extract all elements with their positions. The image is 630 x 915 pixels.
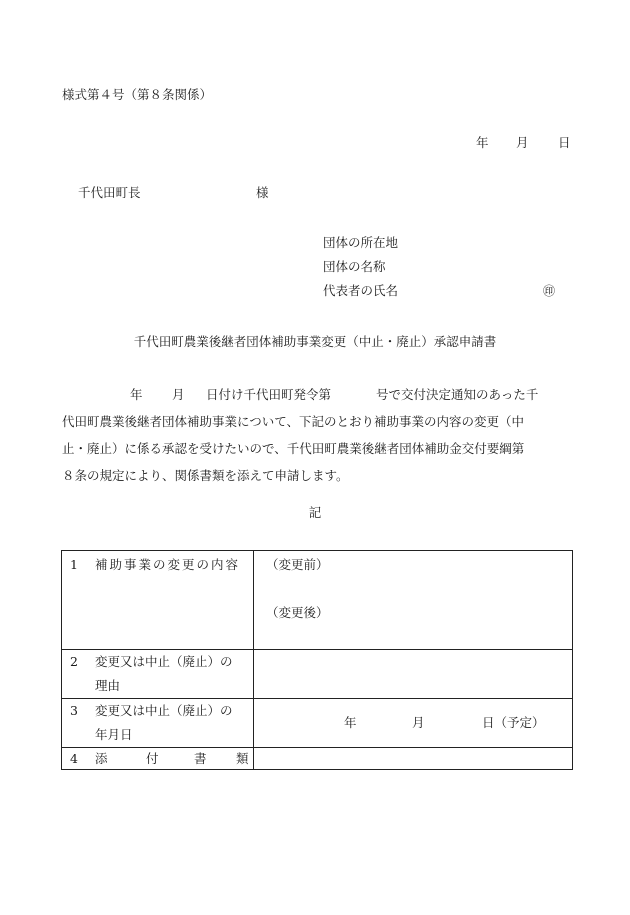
row4-char-1: 添	[95, 751, 108, 766]
row3-number: 3	[70, 703, 78, 718]
body-line1-rest: 号で交付決定通知のあった千	[376, 387, 539, 402]
row4-char-2: 付	[146, 751, 159, 766]
table-row	[62, 748, 573, 770]
row1-label-cell	[62, 551, 254, 650]
application-body	[62, 381, 576, 489]
row3-label-line1: 変更又は中止（廃止）の	[95, 703, 233, 718]
row2-label-cell	[62, 650, 254, 699]
row2-label-line1: 変更又は中止（廃止）の	[95, 654, 233, 669]
change-before-label: （変更前）	[266, 557, 329, 572]
form-number: 様式第４号（第８条関係）	[62, 87, 213, 102]
row3-month-label: 月	[412, 715, 425, 730]
applicant-location-label: 団体の所在地	[323, 235, 399, 250]
row3-day-label: 日（予定）	[482, 715, 545, 730]
table-row	[62, 650, 573, 699]
row1-content-cell[interactable]	[254, 551, 573, 650]
body-year-label: 年	[130, 387, 143, 402]
date-day-label: 日	[558, 135, 571, 150]
row2-number: 2	[70, 654, 78, 669]
row4-char-3: 書	[194, 751, 207, 766]
body-line-1	[62, 381, 576, 408]
date-month-label: 月	[516, 135, 529, 150]
row4-number: 4	[70, 751, 78, 766]
row3-year-label: 年	[344, 715, 357, 730]
applicant-name-label: 団体の名称	[323, 259, 386, 274]
row3-content-cell[interactable]	[254, 699, 573, 748]
ki-heading: 記	[308, 505, 322, 520]
items-table	[61, 550, 573, 770]
change-after-label: （変更後）	[266, 605, 329, 620]
row4-content-cell[interactable]	[254, 748, 573, 770]
body-line-2: 代田町農業後継者団体補助事業について、下記のとおり補助事業の内容の変更（中	[62, 414, 525, 429]
addressee-mayor: 千代田町長	[78, 185, 141, 200]
row4-char-4: 類	[236, 751, 249, 766]
row1-number: 1	[70, 557, 78, 572]
table-row	[62, 551, 573, 650]
table-row	[62, 699, 573, 748]
row4-label-cell	[62, 748, 254, 770]
addressee-honorific: 様	[256, 185, 269, 200]
document-title: 千代田町農業後継者団体補助事業変更（中止・廃止）承認申請書	[133, 334, 497, 349]
applicant-representative-label: 代表者の氏名	[323, 283, 399, 298]
row2-content-cell[interactable]	[254, 650, 573, 699]
row3-label-line2: 年月日	[95, 727, 133, 742]
row2-label-line2: 理由	[95, 678, 121, 693]
body-line-3: 止・廃止）に係る承認を受けたいので、千代田町農業後継者団体補助金交付要綱第	[62, 441, 525, 456]
body-dated-text: 日付け千代田町発令第	[206, 387, 332, 402]
body-line-4: ８条の規定により、関係書類を添えて申請します。	[62, 468, 349, 483]
row3-label-cell	[62, 699, 254, 748]
seal-mark: ㊞	[543, 284, 556, 298]
row1-label: 補助事業の変更の内容	[95, 557, 241, 572]
date-year-label: 年	[476, 135, 489, 150]
body-month-label: 月	[172, 387, 185, 402]
